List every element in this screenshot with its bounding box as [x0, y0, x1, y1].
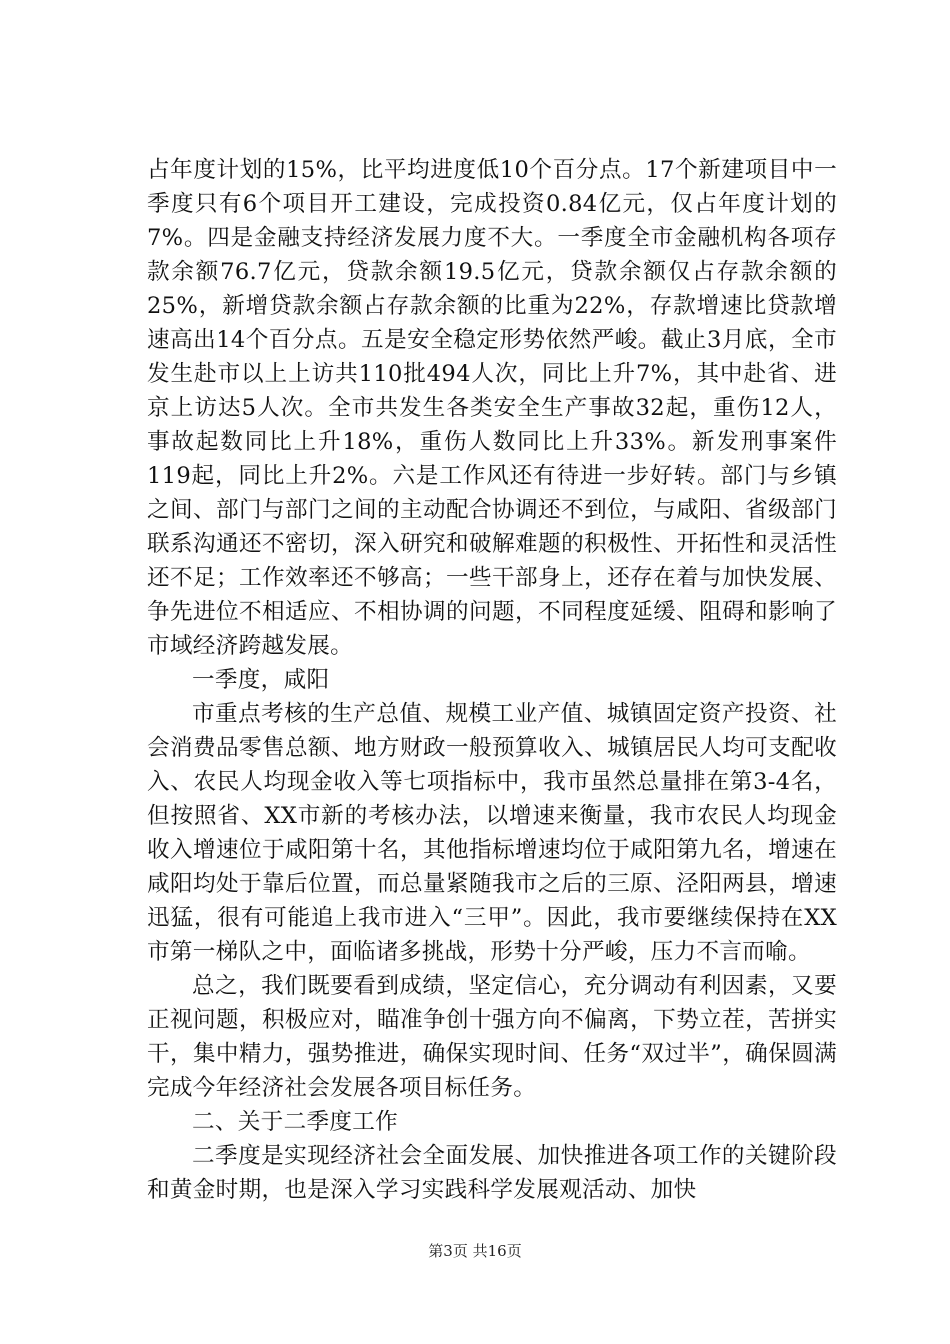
paragraph-q1-heading: 一季度，咸阳 [192, 667, 330, 693]
paragraph-indicators: 市重点考核的生产总值、规模工业产值、城镇固定资产投资、社会消费品零售总额、地方财政一般预算收入、城镇居民人均可支配收入、农民人均现金收入等七项指标中，我市虽然总量排在第3-4名，但按照省、XX市新的考核办法，以增速来衡量，我市农民人均现金收入增速位于咸阳第十名，其他指标增速均位于咸阳第九名，增速在咸阳均处于靠后位置，而总量紧随我市之后的三原、泾阳两县，增速迅猛，很有可能追上我市进入“三甲”。因此，我市要继续保持在XX市第一梯队之中，面临诸多挑战，形势十分严峻，压力不言而喻。 [147, 701, 837, 965]
paragraph-q2-intro: 二季度是实现经济社会全面发展、加快推进各项工作的关键阶段和黄金时期，也是深入学习实践科学发展观活动、加快 [147, 1143, 837, 1203]
paragraph-problems: 占年度计划的15%，比平均进度低10个百分点。17个新建项目中一季度只有6个项目开工建设，完成投资0.84亿元，仅占年度计划的7%。四是金融支持经济发展力度不大。一季度全市金融机构各项存款余额76.7亿元，贷款余额19.5亿元，贷款余额仅占存款余额的25%，新增贷款余额占存款余额的比重为22%，存款增速比贷款增速高出14个百分点。五是安全稳定形势依然严峻。截止3月底，全市发生赴市以上上访共110批494人次，同比上升7%，其中赴省、进京上访达5人次。全市共发生各类安全生产事故32起，重伤12人，事故起数同比上升18%，重伤人数同比上升33%。新发刑事案件119起，同比上升2%。六是工作风还有待进一步好转。部门与乡镇之间、部门与部门之间的主动配合协调还不到位，与咸阳、省级部门联系沟通还不密切，深入研究和破解难题的积极性、开拓性和灵活性还不足；工作效率还不够高；一些干部身上，还存在着与加快发展、争先进位不相适应、不相协调的问题，不同程度延缓、阻碍和影响了市域经济跨越发展。 [147, 157, 837, 659]
section-heading-q2: 二、关于二季度工作 [192, 1109, 399, 1135]
paragraph-summary: 总之，我们既要看到成绩，坚定信心，充分调动有利因素，又要正视问题，积极应对，瞄准争创十强方向不偏离，下势立茬，苦拼实干，集中精力，强势推进，确保实现时间、任务“双过半”，确保圆满完成今年经济社会发展各项目标任务。 [147, 973, 837, 1101]
page-number-footer: 第3页 共16页 [428, 1242, 522, 1260]
document-body [147, 153, 837, 1207]
